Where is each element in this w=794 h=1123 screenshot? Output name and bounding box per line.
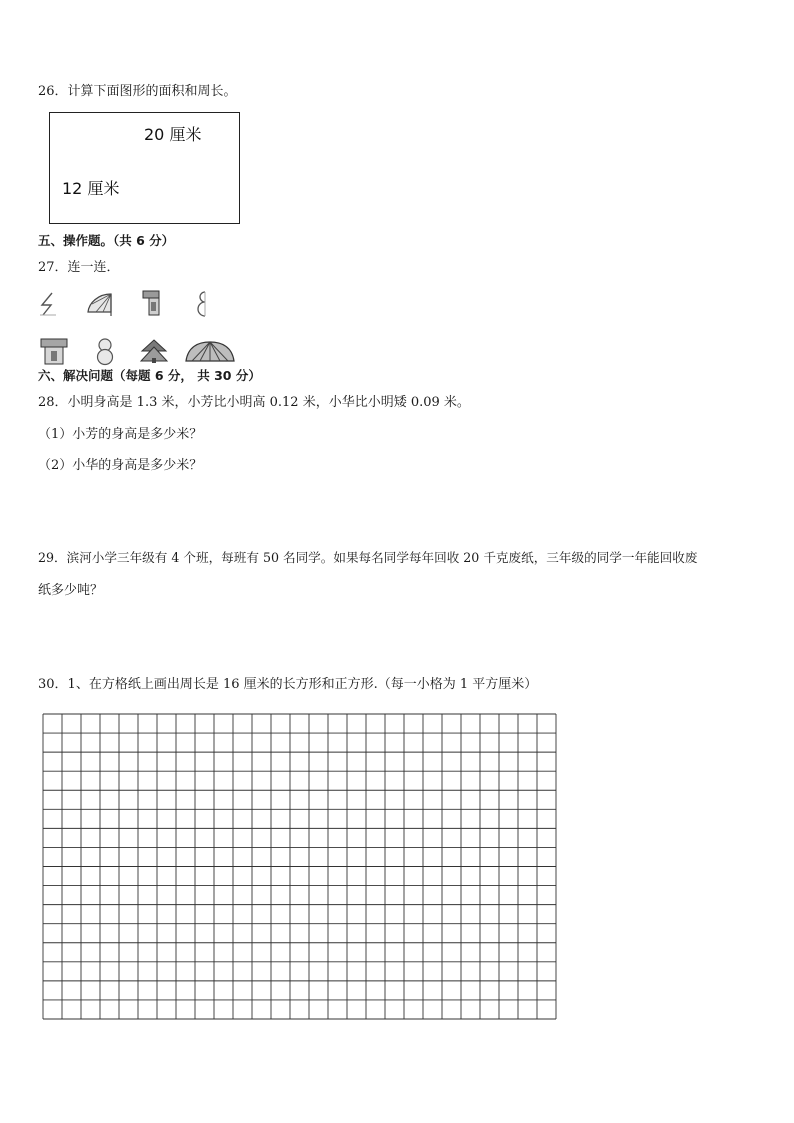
half-house-icon	[139, 288, 163, 318]
q29-line1: 29．滨河小学三年级有 4 个班，每班有 50 名同学。如果每名同学每年回收 20 千克废纸，三年级的同学一年能回收废	[38, 550, 698, 565]
section6-title: 六、解决问题（每题 6 分， 共 30 分）	[38, 368, 261, 383]
tree-icon	[139, 338, 169, 364]
partial-lightning-icon	[38, 290, 60, 318]
q27-text: 27．连一连．	[38, 260, 120, 275]
half-snowman-icon	[193, 288, 213, 320]
rectangle-figure	[49, 112, 240, 224]
half-umbrella-icon	[84, 290, 114, 318]
umbrella-icon	[184, 339, 236, 365]
rectangle-width-label: 20 厘米	[144, 125, 202, 144]
q28-text: 28．小明身高是 1.3 米，小芳比小明高 0.12 米，小华比小明矮 0.09 米。	[38, 395, 470, 410]
snowman-icon	[93, 336, 117, 366]
house-icon	[38, 336, 70, 366]
q30-text: 30．1、在方格纸上画出周长是 16 厘米的长方形和正方形.（每一小格为 1 平方厘米）	[38, 677, 538, 692]
q28-sub1: （1）小芳的身高是多少米？	[38, 427, 203, 442]
section5-title: 五、操作题。（共 6 分）	[38, 233, 175, 248]
q26-text: 26．计算下面图形的面积和周长。	[38, 84, 237, 99]
q29-line2: 纸多少吨？	[38, 583, 104, 598]
square-grid-paper	[42, 713, 557, 1020]
q28-sub2: （2）小华的身高是多少米？	[38, 458, 203, 473]
rectangle-height-label: 12 厘米	[62, 179, 120, 198]
